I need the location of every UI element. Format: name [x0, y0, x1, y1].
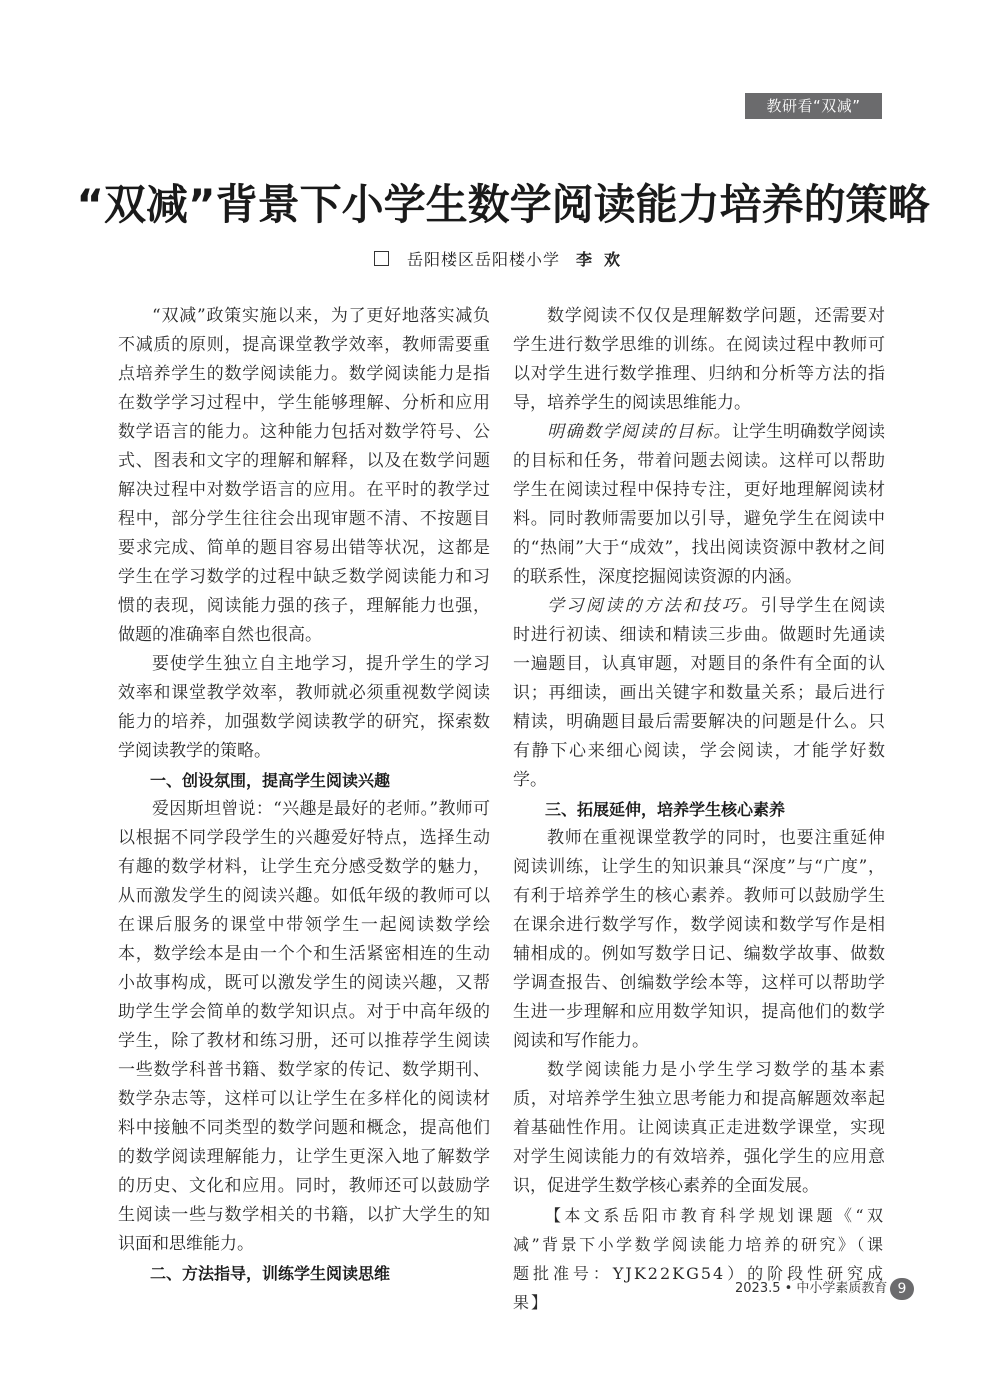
left-column: [118, 302, 490, 1288]
subsection-lead: 明确数学阅读的目标。: [547, 422, 732, 442]
paragraph-body: 让学生明确数学阅读的目标和任务，带着问题去阅读。这样可以帮助学生在阅读过程中保持专注，更好地理解阅读材料。同时教师需要加以引导，避免学生在阅读中的“热闹”大于“成效”，找出阅读资源中教材之间的联系性，深度挖掘阅读资源的内涵。: [513, 422, 885, 587]
paragraph: 数学阅读不仅仅是理解数学问题，还需要对学生进行数学思维的训练。在阅读过程中教师可以对学生进行数学推理、归纳和分析等方法的指导，培养学生的阅读思维能力。: [513, 306, 885, 413]
section-heading: 三、拓展延伸，培养学生核心素养: [545, 800, 786, 819]
paragraph: “双减”政策实施以来，为了更好地落实减负不减质的原则，提高课堂教学效率，教师需要重点培养学生的数学阅读能力。数学阅读能力是指在数学学习过程中，学生能够理解、分析和应用数学语言的能力。这种能力包括对数学符号、公式、图表和文字的理解和解释，以及在数学问题解决过程中对数学语言的应用。在平时的教学过程中，部分学生往往会出现审题不清、不按题目要求完成、简单的题目容易出错等状况，这都是学生在学习数学的过程中缺乏数学阅读能力和习惯的表现，阅读能力强的孩子，理解能力也强，做题的准确率自然也很高。: [118, 306, 490, 645]
issue-footer: 2023.5 • 中小学素质教育: [735, 1281, 888, 1296]
byline: [0, 247, 1006, 270]
page-number: 9: [890, 1278, 914, 1300]
author-name: 李欢: [576, 250, 633, 269]
author-organization: 岳阳楼区岳阳楼小学: [406, 250, 560, 269]
right-column: [513, 302, 888, 1317]
paragraph: 爱因斯坦曾说：“兴趣是最好的老师。”教师可以根据不同学段学生的兴趣爱好特点，选择生动有趣的数学材料，让学生充分感受数学的魅力，从而激发学生的阅读兴趣。如低年级的教师可以在课后服务的课堂中带领学生一起阅读数学绘本，数学绘本是由一个个和生活紧密相连的生动小故事构成，既可以激发学生的阅读兴趣，又帮助学生学会简单的数学知识点。对于中高年级的学生，除了教材和练习册，还可以推荐学生阅读一些数学科普书籍、数学家的传记、数学期刊、数学杂志等，这样可以让学生在多样化的阅读材料中接触不同类型的数学问题和概念，提高他们的数学阅读理解能力，让学生更深入地了解数学的历史、文化和应用。同时，教师还可以鼓励学生阅读一些与数学相关的书籍，以扩大学生的知识面和思维能力。: [118, 799, 490, 1254]
subsection-lead: 学习阅读的方法和技巧。: [547, 596, 761, 616]
section-heading: 二、方法指导，训练学生阅读思维: [150, 1264, 391, 1283]
section-heading: 一、创设氛围，提高学生阅读兴趣: [150, 771, 391, 790]
paragraph: [513, 592, 885, 795]
square-marker-icon: [374, 251, 389, 266]
paragraph: 教师在重视课堂教学的同时，也要注重延伸阅读训练，让学生的知识兼具“深度”与“广度”，有利于培养学生的核心素养。教师可以鼓励学生在课余进行数学写作，数学阅读和数学写作是相辅相成的。例如写数学日记、编数学故事、做数学调查报告、创编数学绘本等，这样可以帮助学生进一步理解和应用数学知识，提高他们的数学阅读和写作能力。: [513, 828, 885, 1051]
funding-note: 【本文系岳阳市教育科学规划课题《“双减”背景下小学数学阅读能力培养的研究》（课题批准号：YJK22KG54）的阶段性研究成果】: [513, 1206, 885, 1312]
article-title: “双减”背景下小学生数学阅读能力培养的策略: [76, 180, 930, 229]
paragraph-body: 引导学生在阅读时进行初读、细读和精读三步曲。做题时先通读一遍题目，认真审题，对题目的条件有全面的认识；再细读，画出关键字和数量关系；最后进行精读，明确题目最后需要解决的问题是什么。只有静下心来细心阅读，学会阅读，才能学好数学。: [513, 596, 886, 790]
paragraph: 要使学生独立自主地学习，提升学生的学习效率和课堂教学效率，教师就必须重视数学阅读能力的培养，加强数学阅读教学的研究，探索数学阅读教学的策略。: [118, 654, 490, 761]
paragraph: [513, 418, 885, 592]
paragraph: 数学阅读能力是小学生学习数学的基本素质，对培养学生独立思考能力和提高解题效率起着基础性作用。让阅读真正走进数学课堂，实现对学生阅读能力的有效培养，强化学生的应用意识，促进学生数学核心素养的全面发展。: [513, 1060, 885, 1196]
section-badge: 教研看“双减”: [745, 93, 882, 119]
